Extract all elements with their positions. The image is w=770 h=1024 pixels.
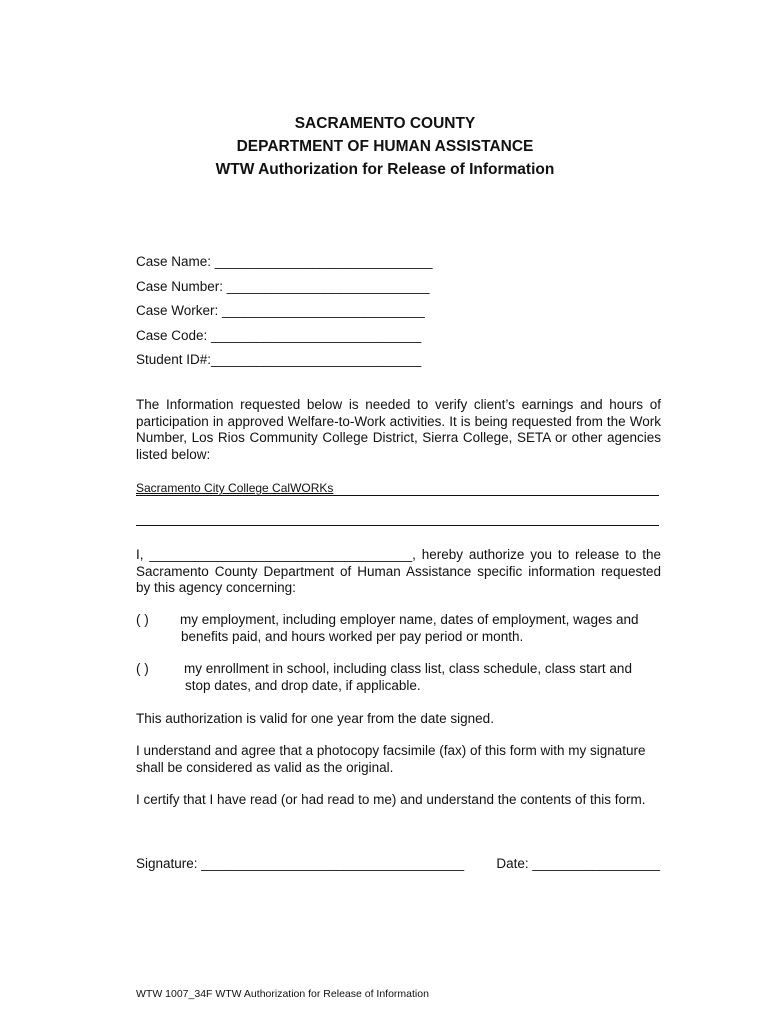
case-name-field[interactable]: Case Name: _____________________________ [136,254,433,269]
intro-paragraph: The Information requested below is needed to verify client’s earnings and hours of participation in approved Welfare-to-Work activities. It is being requested from the Work Number, Los Rios Community College District, Sierra College, SETA or other agencies listed below: [136,397,661,462]
enrollment-checkbox[interactable]: ( ) [136,661,149,676]
enrollment-text-line2: stop dates, and drop date, if applicable. [185,678,421,693]
form-header [0,112,770,181]
employment-text-line1: my employment, including employer name, dates of employment, wages and [180,612,639,627]
fax-statement: I understand and agree that a photocopy facsimile (fax) of this form with my signature shall be considered as valid as the original. [136,743,646,775]
form-footer: WTW 1007_34F WTW Authorization for Release of Information [136,988,429,1000]
enrollment-option [136,661,661,695]
county-title: SACRAMENTO COUNTY [294,115,476,132]
agency-line[interactable] [136,481,659,496]
case-code-field[interactable]: Case Code: ____________________________ [136,327,422,343]
employment-text-line2: benefits paid, and hours worked per pay period or month. [181,629,524,644]
department-title: DEPARTMENT OF HUMAN ASSISTANCE [236,138,534,155]
certify-statement: I certify that I have read (or had read to me) and understand the contents of this form. [136,792,646,807]
employment-checkbox[interactable]: ( ) [136,612,149,627]
case-number-field[interactable]: Case Number: ___________________________ [136,278,430,294]
agency-name: Sacramento City College CalWORKs [136,481,334,495]
signature-row [136,856,660,871]
authorize-paragraph: I, ___________________________________, hereby authorize you to release to the Sacramento County Department of Human Assistance specific information requested by this agency concerning: [136,547,661,595]
enrollment-text-line1: my enrollment in school, including class list, class schedule, class start and [184,661,632,676]
signature-field[interactable]: Signature: ___________________________________ [136,856,465,871]
date-field[interactable]: Date: _________________ [496,856,660,871]
student-id-field[interactable]: Student ID#:____________________________ [136,352,422,367]
employment-option [136,612,661,646]
valid-statement: This authorization is valid for one year from the date signed. [136,711,494,726]
agency-extra-line[interactable] [136,525,659,526]
case-worker-field[interactable]: Case Worker: ___________________________ [136,303,425,318]
case-fields [136,250,433,373]
form-title: WTW Authorization for Release of Information [215,161,555,178]
